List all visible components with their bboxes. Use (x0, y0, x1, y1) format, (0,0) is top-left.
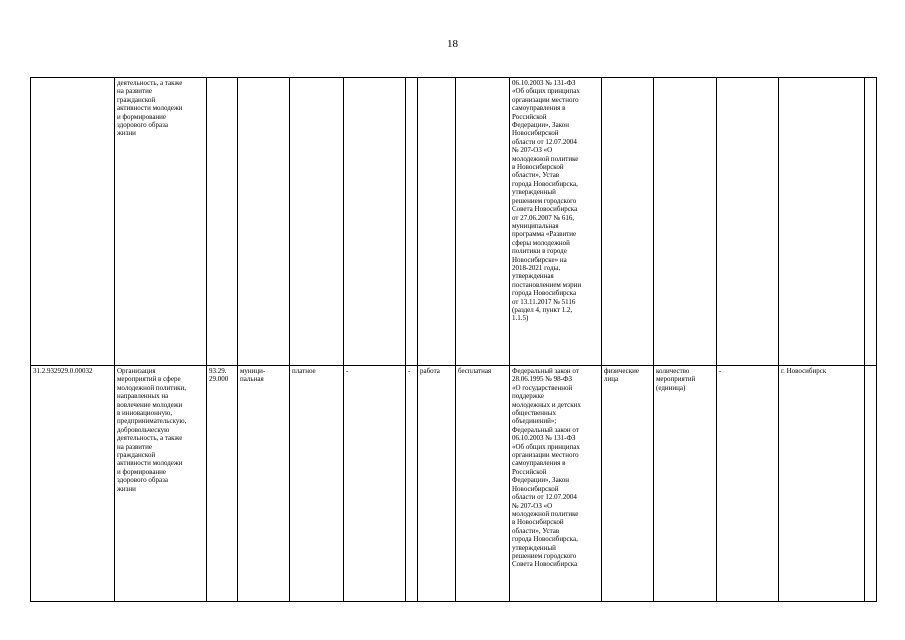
cell-text-line: - (408, 367, 411, 375)
cell-text-line: Федеральный закон от (512, 367, 579, 375)
table-row-entry (31, 366, 877, 602)
cell-text-line: лица (604, 375, 619, 384)
cell-extra (865, 366, 877, 602)
registry-table (30, 77, 877, 602)
cell-text-line: Федерации», Закон (512, 476, 569, 485)
cell-payment-type (456, 366, 510, 602)
cell-text-line: решением городского (512, 196, 577, 205)
cell-text-line: предпринимательскую, (117, 417, 187, 426)
page-number: 18 (447, 38, 458, 50)
cell-text-line: деятельность, а также (117, 434, 183, 443)
cell-text-line: 29.000 (209, 375, 229, 384)
cell-text-line: «Об общих принципах (512, 442, 580, 451)
cell-text-line: муниципальная (512, 221, 559, 230)
cell-text-line: организации местного (512, 451, 579, 460)
cell-text-line: молодежных и детских (512, 400, 581, 409)
cell-volume-indicator (654, 366, 717, 602)
cell-text-line: физические (604, 367, 639, 375)
cell-text-line: программа «Развитие (512, 230, 577, 239)
cell-service-name (115, 366, 207, 602)
cell-registry-number (31, 78, 115, 366)
cell-text-line: жизни (117, 129, 136, 138)
cell-quality-indicator (717, 366, 779, 602)
cell-text-line: утвержденная (512, 272, 554, 281)
cell-text-line: здорового образа (117, 476, 168, 485)
cell-payment-type (456, 78, 510, 366)
cell-service-content (290, 366, 344, 602)
table-row-continued (31, 78, 877, 366)
cell-text-line: № 207-ОЗ «О (512, 146, 553, 155)
cell-text-line: здорового образа (117, 121, 168, 130)
cell-text-line: деятельность, а также (117, 79, 183, 87)
cell-text-line: платное (292, 367, 316, 375)
cell-text-line: Совета Новосибирска (512, 560, 578, 569)
cell-service-kind (418, 366, 456, 602)
cell-text-line: 28.06.1995 № 98-ФЗ (512, 375, 573, 384)
cell-condition-1 (344, 78, 406, 366)
cell-service-location (779, 78, 865, 366)
cell-consumer-category (602, 78, 654, 366)
cell-text-line: постановлением мэрии (512, 280, 582, 289)
cell-text-line: от 13.11.2017 № 5116 (512, 297, 576, 306)
cell-service-name (115, 78, 207, 366)
cell-text-line: направленных на (117, 392, 169, 401)
cell-text-line: области», Устав (512, 171, 560, 180)
cell-text-line: решением городского (512, 551, 577, 560)
cell-text-line: (единица) (656, 383, 686, 392)
cell-text-line: жизни (117, 484, 136, 493)
cell-service-content (290, 78, 344, 366)
cell-text-line: области», Устав (512, 526, 560, 535)
cell-text-line: - (719, 367, 722, 375)
cell-text-line: 2018-2021 годы, (512, 263, 561, 272)
cell-text-line: гражданской (117, 95, 156, 104)
cell-service-kind (418, 78, 456, 366)
cell-text-line: 1.1.5) (512, 314, 529, 323)
cell-text-line: мероприятий в сфере (117, 375, 181, 384)
cell-text-line: муници- (240, 367, 266, 375)
cell-text-line: 06.10.2003 № 131-ФЗ (512, 79, 576, 87)
cell-text-line: и формирование (117, 112, 167, 121)
cell-text-line: Новосибирской (512, 129, 559, 138)
cell-text-line: «О государственной (512, 383, 573, 392)
cell-text-line: города Новосибирска, (512, 179, 578, 188)
cell-institution-type (238, 366, 290, 602)
cell-service-location (779, 366, 865, 602)
cell-text-line: на развитие (117, 442, 152, 451)
cell-text-line: Федерации», Закон (512, 121, 569, 130)
cell-text-line: самоуправления в (512, 459, 566, 468)
cell-registry-number (31, 366, 115, 602)
cell-text-line: в Новосибирской (512, 163, 564, 172)
cell-text-line: Российской (512, 112, 547, 121)
cell-text-line: Новосибирске» на (512, 255, 567, 264)
cell-text-line: утвержденный (512, 188, 556, 197)
cell-institution-type (238, 78, 290, 366)
cell-text-line: объединений»; (512, 417, 557, 426)
cell-text-line: Организация (117, 367, 156, 375)
cell-legal-basis (510, 366, 602, 602)
cell-text-line: города Новосибирска, (512, 535, 578, 544)
cell-text-line: молодежной политике (512, 509, 579, 518)
cell-text-line: организации местного (512, 95, 579, 104)
cell-text-line: работа (420, 367, 440, 375)
cell-text-line: Федеральный закон от (512, 425, 579, 434)
cell-text-line: молодежной политике (512, 154, 579, 163)
cell-text-line: вовлечение молодежи (117, 400, 183, 409)
cell-text-line: области от 12.07.2004 (512, 137, 577, 146)
cell-text-line: 31.2.932929.0.00032 (33, 367, 93, 375)
cell-text-line: поддержке (512, 392, 544, 401)
cell-text-line: города Новосибирска (512, 289, 577, 298)
cell-text-line: 93.29. (209, 367, 227, 375)
cell-text-line: в Новосибирской (512, 518, 564, 527)
cell-extra (865, 78, 877, 366)
cell-text-line: активности молодежи (117, 459, 183, 468)
cell-text-line: утвержденный (512, 543, 556, 552)
cell-consumer-category (602, 366, 654, 602)
cell-text-line: гражданской (117, 451, 156, 460)
cell-text-line: бесплатная (458, 367, 492, 375)
cell-activity-code (207, 78, 238, 366)
cell-text-line: № 207-ОЗ «О (512, 501, 553, 510)
cell-text-line: Совета Новосибирска (512, 205, 578, 214)
cell-text-line: от 27.06.2007 № 616, (512, 213, 575, 222)
cell-condition-1 (344, 366, 406, 602)
cell-text-line: области от 12.07.2004 (512, 493, 577, 502)
cell-text-line: добровольческую (117, 425, 170, 434)
cell-condition-2 (406, 78, 418, 366)
cell-text-line: самоуправления в (512, 104, 566, 113)
cell-text-line: общественных (512, 409, 556, 418)
cell-text-line: в инновационную, (117, 409, 173, 418)
cell-text-line: активности молодежи (117, 104, 183, 113)
cell-quality-indicator (717, 78, 779, 366)
cell-condition-2 (406, 366, 418, 602)
cell-text-line: (раздел 4, пункт 1.2, (512, 305, 573, 314)
cell-text-line: пальная (240, 375, 264, 384)
cell-text-line: молодежной политики, (117, 383, 186, 392)
cell-text-line: 06.10.2003 № 131-ФЗ (512, 434, 576, 443)
cell-text-line: количество (656, 367, 690, 375)
cell-legal-basis (510, 78, 602, 366)
cell-text-line: Российской (512, 467, 547, 476)
cell-activity-code (207, 366, 238, 602)
cell-text-line: политики в городе (512, 247, 567, 256)
cell-text-line: мероприятий (656, 375, 696, 384)
cell-text-line: сферы молодежной (512, 238, 570, 247)
cell-text-line: на развитие (117, 87, 152, 96)
cell-text-line: «Об общих принципах (512, 87, 580, 96)
cell-volume-indicator (654, 78, 717, 366)
cell-text-line: Новосибирской (512, 484, 559, 493)
cell-text-line: г. Новосибирск (781, 367, 827, 375)
cell-text-line: - (346, 367, 349, 375)
cell-text-line: и формирование (117, 467, 167, 476)
